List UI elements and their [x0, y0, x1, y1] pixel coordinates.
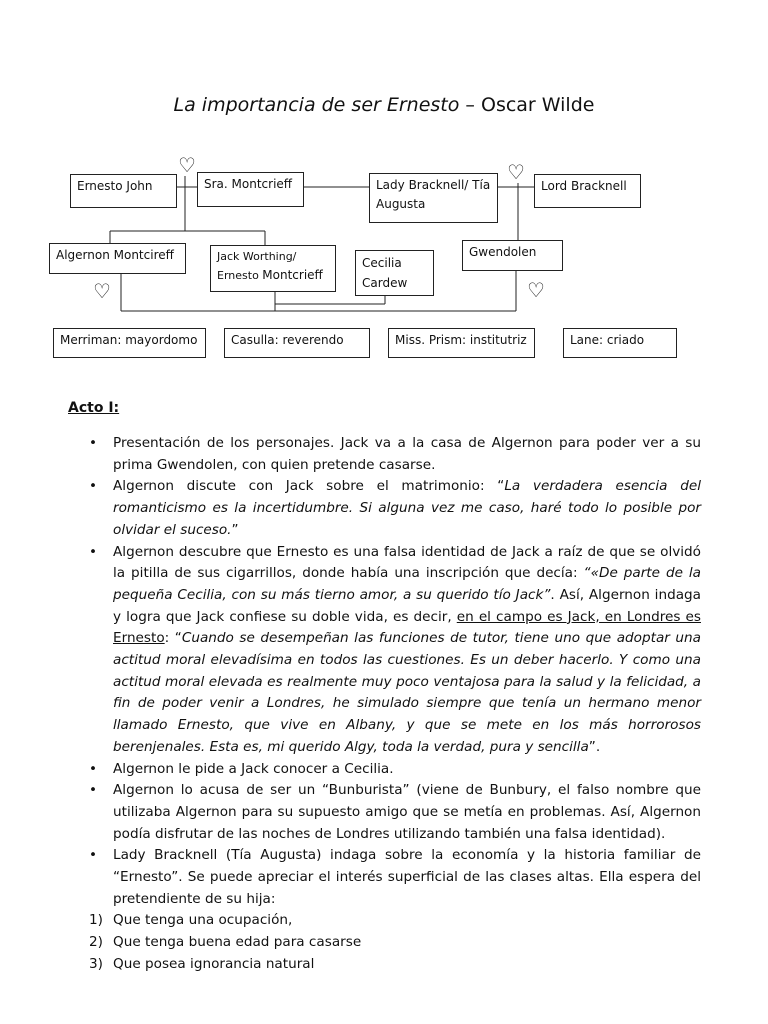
heart-icon: ♡: [93, 279, 111, 303]
list-item: • Algernon descubre que Ernesto es una falsa identidad de Jack a raíz de que se olvidó la pitilla de sus cigarrillos, donde había una inscripción que decía: “«De parte de la pequeña Cecilia, con su más tierno amor, a su querido tío Jack”. Así, Algernon indaga y logra que Jack confiese su doble vida, es decir, en el campo es Jack, en Londres es Ernesto: “Cuando se desempeñan las funciones de tutor, tiene uno que adoptar una actitud moral elevadísima en todos las cuestiones. Es un deber hacerlo. Y como una actitud moral elevada es realmente muy poco ventajosa para la salud y la felicidad, a fin de poder venir a Londres, he simulado siempre que tenía un hermano menor llamado Ernesto, que vive en Albany, y que se mete en los más horrorosos berenjenales. Esta es, mi querido Algy, toda la verdad, pura y sencilla”.: [89, 543, 701, 755]
box-sra-montcrieff: Sra. Montcrieff: [197, 172, 304, 207]
box-merriman: Merriman: mayordomo: [53, 328, 206, 358]
bullet-icon: •: [89, 760, 98, 777]
box-gwendolen: Gwendolen: [462, 240, 563, 271]
box-jack-worthing: Jack Worthing/ Ernesto Montcrieff: [210, 245, 336, 292]
box-algernon: Algernon Montcireff: [49, 243, 186, 274]
numbered-item: 3) Que posea ignorancia natural: [89, 955, 315, 972]
list-item: • Algernon lo acusa de ser un “Bunburista” (viene de Bunbury, el falso nombre que utilizaba Algernon para su supuesto amigo que se metía en problemas. Así, Algernon podía disfrutar de las noches de Londres utilizando también una falsa identidad).: [89, 782, 701, 842]
list-item: • Presentación de los personajes. Jack va a la casa de Algernon para poder ver a su prima Gwendolen, con quien pretende casarse.: [89, 435, 701, 473]
title-separator: –: [459, 94, 481, 116]
box-lady-bracknell: Lady Bracknell/ Tía Augusta: [369, 173, 498, 223]
box-lord-bracknell: Lord Bracknell: [534, 174, 641, 208]
heart-icon: ♡: [527, 278, 545, 302]
numbered-item: 2) Que tenga buena edad para casarse: [89, 934, 362, 951]
bullet-icon: •: [89, 847, 98, 864]
heart-icon: ♡: [178, 153, 196, 177]
bullet-icon: •: [89, 543, 98, 560]
numbered-item: 1) Que tenga una ocupación,: [89, 912, 293, 929]
box-ernesto-john: Ernesto John: [70, 174, 177, 208]
bullet-icon: •: [89, 782, 98, 799]
act-summary: [89, 433, 701, 976]
box-miss-prism: Miss. Prism: institutriz: [388, 328, 535, 358]
bullet-icon: •: [89, 435, 98, 451]
list-item: • Algernon le pide a Jack conocer a Cecilia.: [89, 759, 701, 781]
section-heading: Acto I:: [68, 400, 120, 416]
bullet-icon: •: [89, 478, 98, 495]
title-work: La importancia de ser Ernesto: [173, 94, 460, 116]
list-item: • Algernon discute con Jack sobre el matrimonio: “La verdadera esencia del romanticismo es la incertidumbre. Si alguna vez me caso, haré todo lo posible por olvidar el suceso.”: [89, 478, 701, 538]
box-lane: Lane: criado: [563, 328, 677, 358]
heart-icon: ♡: [507, 160, 525, 184]
list-item: • Lady Bracknell (Tía Augusta) indaga sobre la economía y la historia familiar de “Ernesto”. Se puede apreciar el interés superficial de las clases altas. Ella espera del pretendiente de su hija:: [89, 847, 701, 907]
box-casulla: Casulla: reverendo: [224, 328, 370, 358]
title-author: Oscar Wilde: [480, 94, 595, 116]
box-cecilia: Cecilia Cardew: [355, 250, 434, 296]
